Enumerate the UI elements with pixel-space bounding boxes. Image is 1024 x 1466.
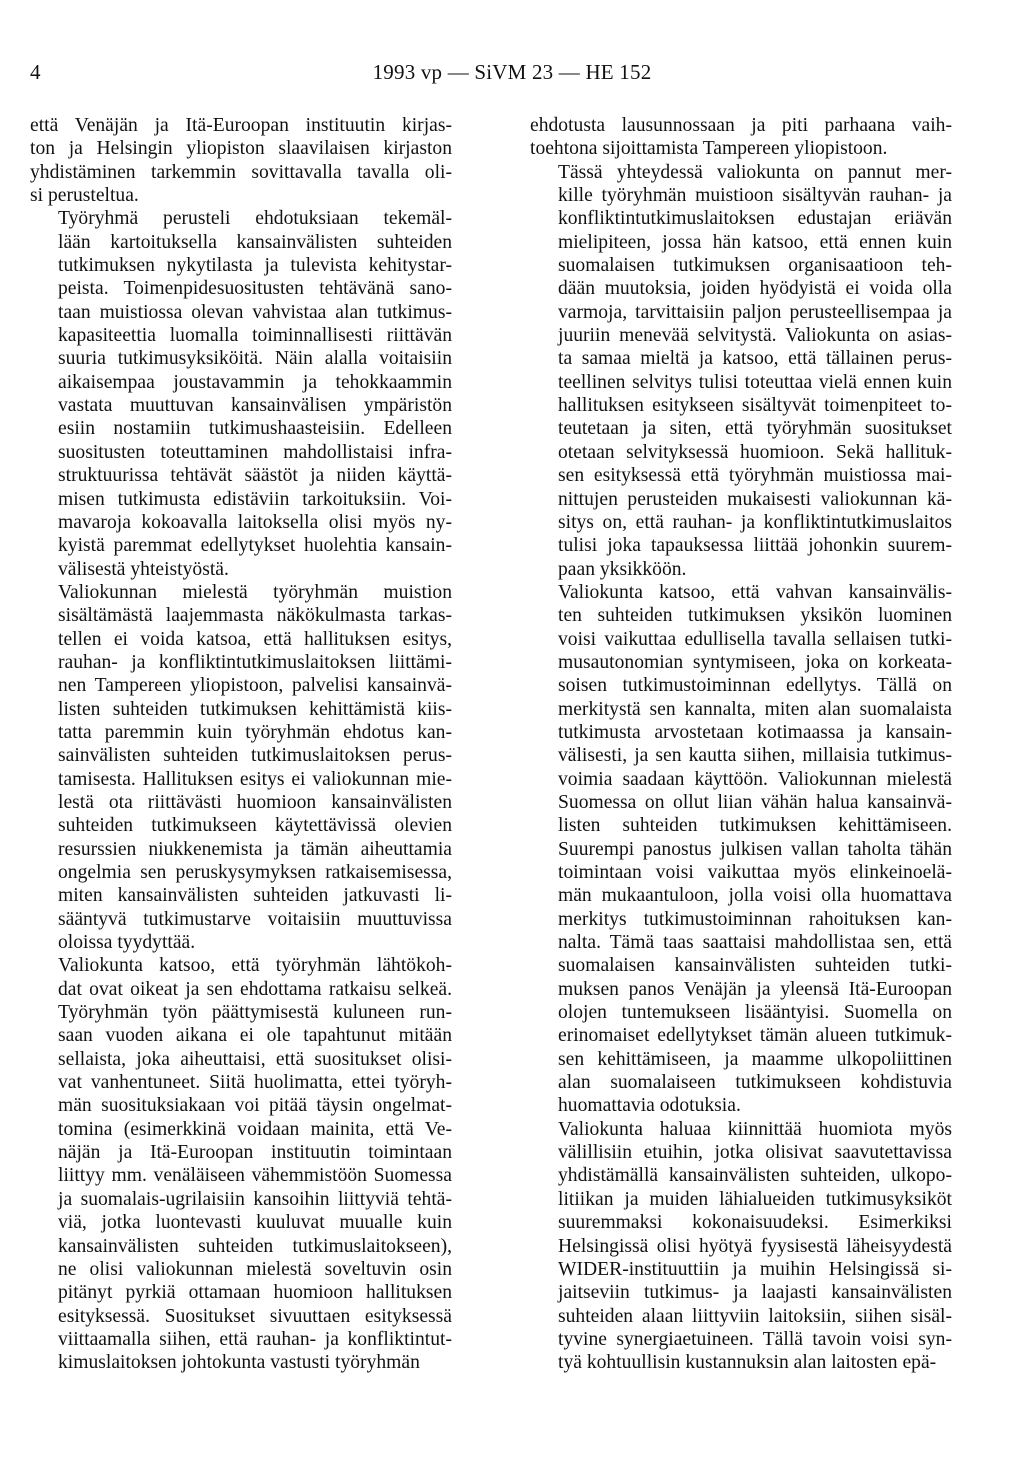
text-line: juuriin menevää selvitystä. Valiokunta on asias- [558,325,952,347]
text-line: näjän ja Itä-Euroopan instituutin toimintaan [58,1142,452,1164]
text-line: suuremmaksi kokonaisuudeksi. Esimerkiksi [558,1212,952,1234]
text-line: alan suomalaiseen tutkimukseen kohdistuvia [558,1072,952,1094]
text-line: ne olisi valiokunnan mielestä soveltuvin osin [58,1258,452,1280]
paragraph [30,114,452,207]
text-line: aikaisempaa joustavammin ja tehokkaammin [58,371,452,393]
paragraph [530,1118,952,1375]
text-line: misen tutkimusta edistäviin tarkoituksiin. Voi- [58,488,452,510]
text-line: rauhan- ja konfliktintutkimuslaitoksen liittämi- [58,651,452,673]
text-line: Suomessa on ollut liian vähän halua kansainvä- [558,791,952,813]
text-line: ta samaa mieltä ja katsoo, että tällainen perus- [558,348,952,370]
text-line: ton ja Helsingin yliopiston slaavilaisen kirjaston [30,138,452,160]
paragraph [530,114,952,161]
text-line: män suosituksiakaan voi pitää täysin ongelmat- [58,1095,452,1117]
text-line: tellen ei voida katsoa, että hallituksen esitys, [58,628,452,650]
text-line: välisestä yhteistyöstä. [58,558,229,580]
text-line: suomalaisen kansainvälisten suhteiden tutki- [558,955,952,977]
text-line: kille työryhmän muistioon sisältyvän rauhan- ja [558,185,952,207]
text-line: nen Tampereen yliopistoon, palvelisi kansainvä- [58,675,452,697]
text-line: ongelmia sen peruskysymyksen ratkaisemisessa, [58,862,452,883]
text-line: kansainvälisten suhteiden tutkimuslaitokseen), [58,1235,452,1257]
text-line: WIDER-instituuttiin ja muihin Helsingissä si- [558,1258,952,1280]
text-line: voisi vaikuttaa edullisella tavalla sellaisen tutki- [558,628,952,650]
paragraph [30,207,452,581]
text-line: esiin nostamiin tutkimushaasteisiin. Edelleen [58,418,452,440]
text-line: merkitystä sen kannalta, miten alan suomalaista [558,698,952,720]
text-line: tomina (esimerkkinä voidaan mainita, että Ve- [58,1118,452,1140]
text-line: ja suomalais-ugrilaisiin kansoihin liittyviä tehtä- [58,1188,452,1210]
text-line: si perusteltua. [30,185,139,207]
text-line: jaitseviin tutkimus- ja laajasti kansainvälisten [558,1282,952,1304]
text-line: otetaan selvityksessä huomioon. Sekä hallituk- [558,441,952,463]
text-line: sainvälisten suhteiden tutkimuslaitoksen perus- [58,745,452,767]
text-line: suositusten toteuttaminen mahdollistaisi infra- [58,441,452,463]
text-line: hallituksen esitykseen sisältyvät toimenpiteet to- [558,395,952,417]
text-line: sisältämästä laajemmasta näkökulmasta tarkas- [58,605,452,627]
text-line: Valiokunnan mielestä työryhmän muistion [58,581,452,603]
text-line: Valiokunta katsoo, että vahvan kansainvälis- [558,581,952,603]
text-line: suhteiden tutkimukseen käytettävissä olevien [58,815,452,837]
text-line: dään muutoksia, joiden hyödyistä ei voida olla [558,278,952,300]
paragraph [530,161,952,581]
text-line: kyistä paremmat edellytykset huolehtia kansain- [58,535,452,557]
text-line: erinomaiset edellytykset tämän alueen tutkimuk- [558,1025,952,1047]
text-line: musautonomian syntymiseen, joka on korkeata- [558,651,952,673]
text-line: tatta paremmin kuin työryhmän ehdotus kan- [58,721,452,743]
text-line: muksen panos Venäjän ja yleensä Itä-Euroopan [558,978,952,1000]
text-line: ehdotusta lausunnossaan ja piti parhaana vaih- [530,115,952,136]
text-line: tamisesta. Hallituksen esitys ei valiokunnan mie- [58,768,452,790]
text-line: tyvine synergiaetuineen. Tällä tavoin voisi syn- [558,1328,952,1350]
text-line: struktuurissa tehtävät säästöt ja niiden käyttä- [58,465,452,487]
text-line: sellaista, joka aiheuttaisi, että suositukset olisi- [58,1048,452,1070]
text-line: konfliktintutkimuslaitoksen edustajan eriävän [558,208,952,230]
text-line: pitänyt pyrkiä ottamaan huomioon hallituksen [58,1282,452,1304]
text-line: nittujen perusteiden mukaisesti valiokunnan kä- [558,488,952,510]
text-line: miten kansainvälisten suhteiden jatkuvasti li- [58,885,452,907]
text-line: oloissa tyydyttää. [58,932,196,954]
text-line: sen kehittämiseen, ja maamme ulkopoliittinen [558,1048,952,1070]
text-line: dat ovat oikeat ja sen ehdottama ratkaisu selkeä. [58,978,452,1000]
text-line: toimintaan voisi vaikuttaa myös elinkeinoelä- [558,862,952,883]
text-line: mielipiteen, jossa hän katsoo, että ennen kuin [558,231,952,253]
text-line: Työryhmä perusteli ehdotuksiaan tekemäl- [58,208,452,230]
text-line: toehtona sijoittamista Tampereen yliopistoon. [530,138,888,160]
paragraph [30,581,452,955]
right-text-column [530,114,952,1375]
text-line: liittyy mm. venäläiseen vähemmistöön Suomessa [58,1165,452,1187]
text-line: Suurempi panostus julkisen vallan taholta tähän [558,838,952,860]
text-line: Valiokunta haluaa kiinnittää huomiota myös [558,1118,952,1140]
text-line: esityksessä. Suositukset sivuuttaen esityksessä [58,1305,452,1327]
text-line: teutetaan ja siten, että työryhmän suositukset [558,418,952,440]
text-line: voimia saadaan käyttöön. Valiokunnan mielestä [558,768,952,790]
text-line: merkitys tutkimustoiminnan rahoituksen kan- [558,908,952,930]
text-line: tutkimuksen nykytilasta ja tulevista kehitystar- [58,255,452,277]
text-line: tulisi joka tapauksessa liittää johonkin suurem- [558,535,952,557]
text-line: olojen tuntemukseen lisääntyisi. Suomella on [558,1002,952,1024]
text-line: suhteiden alaan liittyviin laitoksiin, siihen sisäl- [558,1305,952,1327]
text-line: varmoja, tarvittaisiin paljon perusteellisempaa ja [558,301,952,323]
text-line: sen esityksessä että työryhmän muistiossa mai- [558,465,952,487]
left-text-column [30,114,452,1375]
text-line: yhdistäminen tarkemmin sovittavalla tavalla oli- [30,161,452,183]
text-line: Valiokunta katsoo, että työryhmän lähtökoh- [58,955,452,977]
text-line: peista. Toimenpidesuositusten tehtävänä sano- [58,278,452,300]
text-line: välisesti, ja sen kautta siihen, millaisia tutkimus- [558,745,952,767]
text-line: män mukaantuloon, jolla voisi olla huomattava [558,885,952,907]
text-line: kapasiteettia luomalla toiminnallisesti riittävän [58,325,452,347]
text-line: vat vanhentuneet. Siitä huolimatta, ettei työryh- [58,1072,452,1094]
text-line: Helsingissä olisi hyötyä fyysisestä läheisyydestä [558,1235,952,1257]
text-line: paan yksikköön. [558,558,687,580]
text-line: lestä ota riittävästi huomioon kansainvälisten [58,791,452,813]
text-line: teellinen selvitys tulisi toteuttaa vielä ennen kuin [558,371,952,393]
text-line: tutkimusta arvostetaan kotimaassa ja kansain- [558,721,952,743]
text-line: välillisiin etuihin, jotka olisivat saavutettavissa [558,1142,952,1164]
text-line: Työryhmän työn päättymisestä kuluneen run- [58,1002,452,1024]
text-line: viä, jotka luontevasti kuuluvat muualle kuin [58,1212,452,1234]
paragraph [30,954,452,1374]
text-line: yhdistämällä kansainvälisten suhteiden, ulkopo- [558,1165,952,1187]
running-head: 1993 vp — SiVM 23 — HE 152 [372,60,652,84]
text-line: sitys on, että rauhan- ja konfliktintutkimuslaitos [558,511,952,533]
paragraph [530,581,952,1118]
text-line: lään kartoituksella kansainvälisten suhteiden [58,231,452,253]
text-line: suomalaisen tutkimuksen organisaatioon teh- [558,255,952,277]
text-line: suuria tutkimusyksiköitä. Näin alalla voitaisiin [58,348,452,370]
text-line: tyä kohtuullisin kustannuksin alan laitosten epä- [558,1352,937,1374]
text-line: vastata muuttuvan kansainvälisen ympäristön [58,395,452,417]
text-line: taan muistiossa olevan vahvistaa alan tutkimus- [58,301,452,323]
text-line: Tässä yhteydessä valiokunta on pannut mer- [558,161,952,183]
text-line: listen suhteiden tutkimuksen kehittämistä kiis- [58,698,452,720]
page-number: 4 [30,60,41,84]
text-line: kimuslaitoksen johtokunta vastusti työryhmän [58,1352,420,1374]
text-line: saan vuoden aikana ei ole tapahtunut mitään [58,1025,452,1047]
text-line: että Venäjän ja Itä-Euroopan instituutin kirjas- [30,115,452,136]
text-line: listen suhteiden tutkimuksen kehittämiseen. [558,815,952,837]
text-line: huomattavia odotuksia. [558,1095,741,1117]
text-line: litiikan ja muiden lähialueiden tutkimusyksiköt [558,1188,952,1210]
text-line: ten suhteiden tutkimuksen yksikön luominen [558,605,952,627]
text-line: soisen tutkimustoiminnan edellytys. Tällä on [558,675,952,697]
text-line: nalta. Tämä taas saattaisi mahdollistaa sen, että [558,932,952,954]
text-line: sääntyvä tutkimustarve voitaisiin muuttuvissa [58,908,452,930]
text-line: resurssien niukkenemista ja tämän aiheuttamia [58,838,452,860]
text-line: viittaamalla siihen, että rauhan- ja konfliktintut- [58,1328,452,1350]
text-line: mavaroja kokoavalla laitoksella olisi myös ny- [58,511,452,533]
